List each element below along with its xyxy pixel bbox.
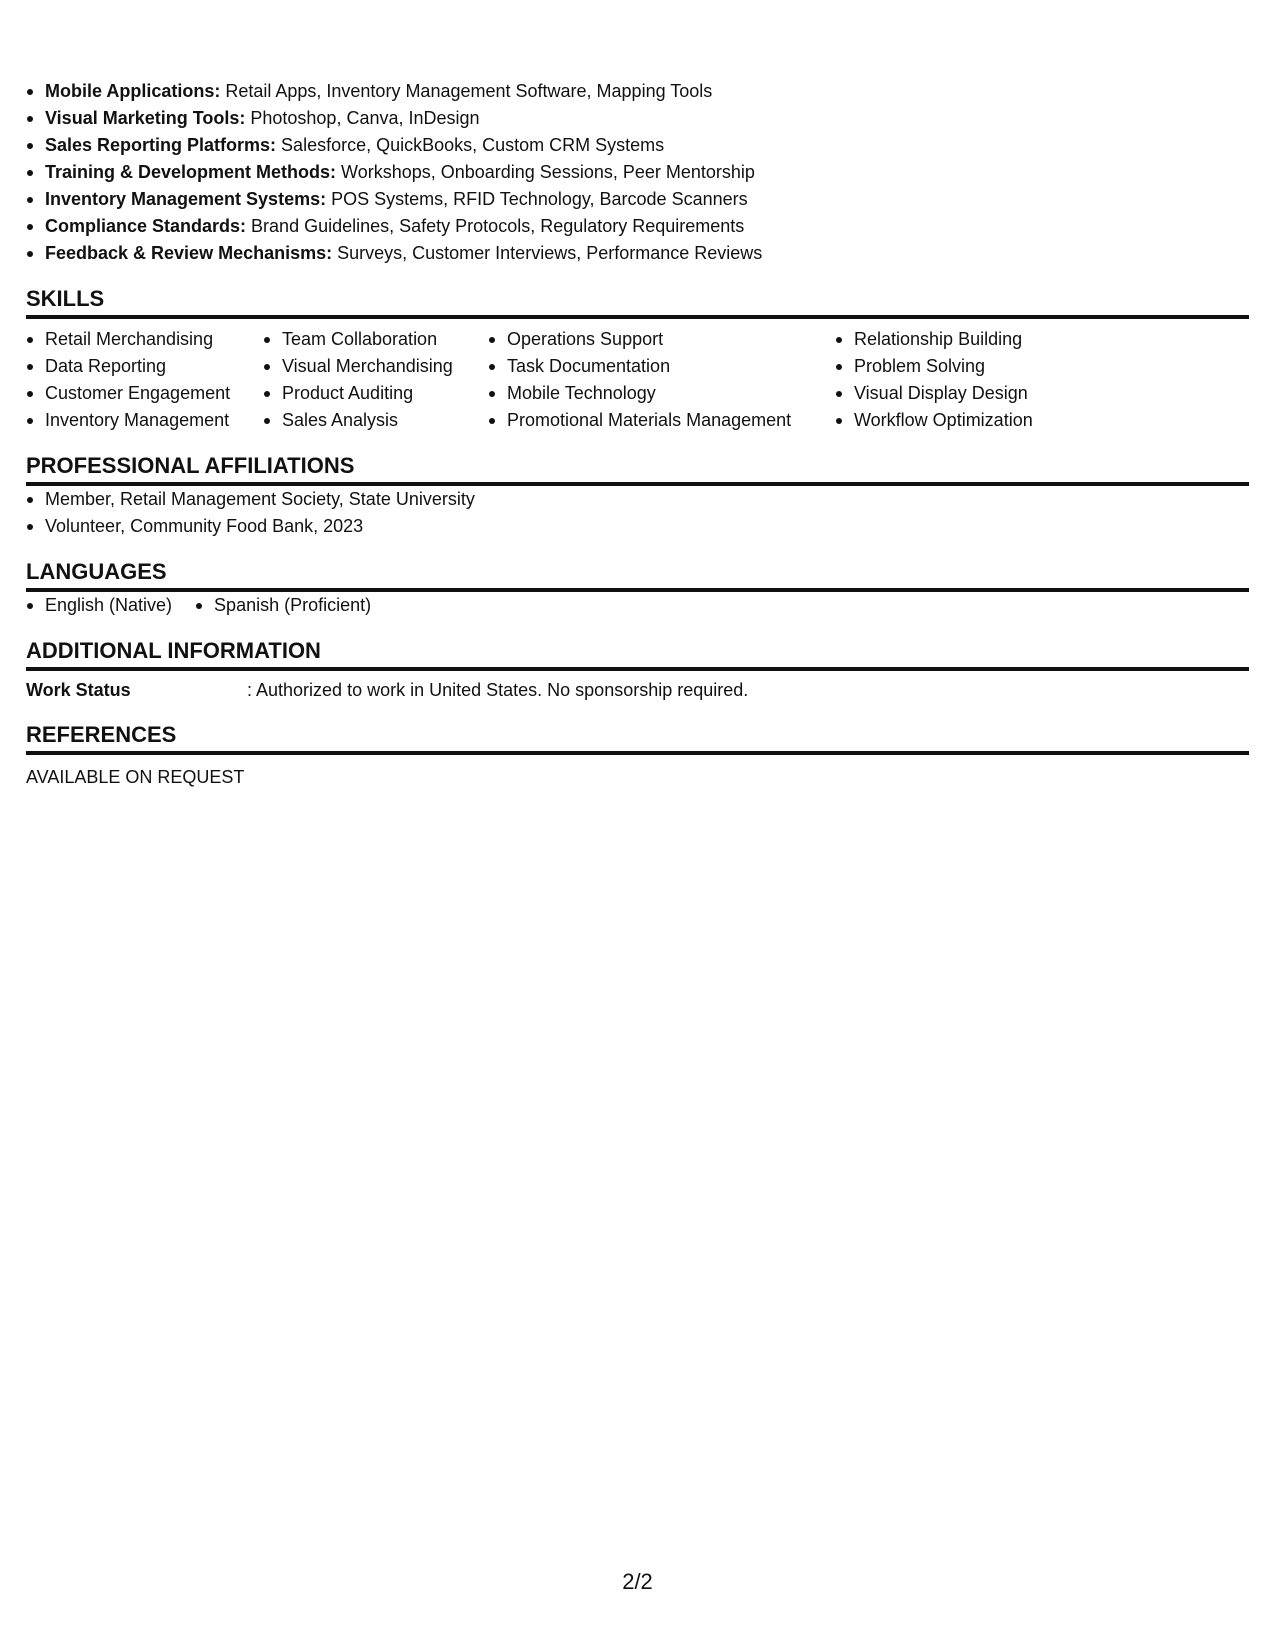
tool-label: Mobile Applications: xyxy=(45,81,221,101)
section-title-skills: SKILLS xyxy=(26,285,1249,319)
affiliations-list xyxy=(26,486,1249,540)
tool-label: Training & Development Methods: xyxy=(45,162,337,182)
list-item xyxy=(26,132,1249,159)
skill-item: Mobile Technology xyxy=(488,380,835,407)
skill-item: Problem Solving xyxy=(835,353,1055,380)
skills-column xyxy=(26,326,263,434)
skill-item: Visual Display Design xyxy=(835,380,1055,407)
languages-section xyxy=(26,558,1249,619)
skill-item: Sales Analysis xyxy=(263,407,488,434)
language-item: Spanish (Proficient) xyxy=(195,592,371,619)
tool-value: Salesforce, QuickBooks, Custom CRM Systems xyxy=(276,135,665,155)
skill-item: Product Auditing xyxy=(263,380,488,407)
section-title-affiliations: PROFESSIONAL AFFILIATIONS xyxy=(26,452,1249,486)
list-item xyxy=(26,78,1249,105)
tool-label: Inventory Management Systems: xyxy=(45,189,327,209)
tool-value: POS Systems, RFID Technology, Barcode Scanners xyxy=(326,189,748,209)
list-item xyxy=(26,213,1249,240)
page-number: 2/2 xyxy=(622,1569,653,1594)
list-item: Volunteer, Community Food Bank, 2023 xyxy=(26,513,1249,540)
work-status-value: : Authorized to work in United States. No sponsorship required. xyxy=(247,680,749,700)
work-status-row xyxy=(26,677,1249,703)
affiliations-section xyxy=(26,452,1249,540)
tool-label: Feedback & Review Mechanisms: xyxy=(45,243,333,263)
section-title-additional-info: ADDITIONAL INFORMATION xyxy=(26,637,1249,671)
work-status-label: Work Status xyxy=(26,680,131,700)
tool-value: Workshops, Onboarding Sessions, Peer Mentorship xyxy=(336,162,755,182)
skill-item: Task Documentation xyxy=(488,353,835,380)
tool-value: Photoshop, Canva, InDesign xyxy=(245,108,480,128)
skill-item: Relationship Building xyxy=(835,326,1055,353)
skills-column xyxy=(263,326,488,434)
tool-label: Compliance Standards: xyxy=(45,216,247,236)
additional-info-section xyxy=(26,637,1249,703)
tool-value: Retail Apps, Inventory Management Software, Mapping Tools xyxy=(220,81,713,101)
list-item: Member, Retail Management Society, State University xyxy=(26,486,1249,513)
list-item xyxy=(26,186,1249,213)
tool-value: Brand Guidelines, Safety Protocols, Regulatory Requirements xyxy=(246,216,745,236)
skill-item: Team Collaboration xyxy=(263,326,488,353)
section-title-references: REFERENCES xyxy=(26,721,1249,755)
references-section xyxy=(26,721,1249,790)
references-text: AVAILABLE ON REQUEST xyxy=(26,767,245,787)
tool-label: Visual Marketing Tools: xyxy=(45,108,246,128)
skill-item: Workflow Optimization xyxy=(835,407,1055,434)
skill-item: Visual Merchandising xyxy=(263,353,488,380)
tool-label: Sales Reporting Platforms: xyxy=(45,135,277,155)
skill-item: Operations Support xyxy=(488,326,835,353)
skills-grid xyxy=(26,326,1249,434)
skill-item: Customer Engagement xyxy=(26,380,263,407)
tools-list xyxy=(26,78,1249,267)
skill-item: Inventory Management xyxy=(26,407,263,434)
section-title-languages: LANGUAGES xyxy=(26,558,1249,592)
skills-column xyxy=(835,326,1055,434)
skill-item: Retail Merchandising xyxy=(26,326,263,353)
tool-value: Surveys, Customer Interviews, Performance Reviews xyxy=(332,243,763,263)
list-item xyxy=(26,105,1249,132)
skill-item: Promotional Materials Management xyxy=(488,407,835,434)
languages-list xyxy=(26,592,1249,619)
list-item xyxy=(26,159,1249,186)
language-item: English (Native) xyxy=(26,592,172,619)
list-item xyxy=(26,240,1249,267)
skills-section xyxy=(26,285,1249,434)
skills-column xyxy=(488,326,835,434)
skill-item: Data Reporting xyxy=(26,353,263,380)
resume-page xyxy=(26,78,1249,790)
